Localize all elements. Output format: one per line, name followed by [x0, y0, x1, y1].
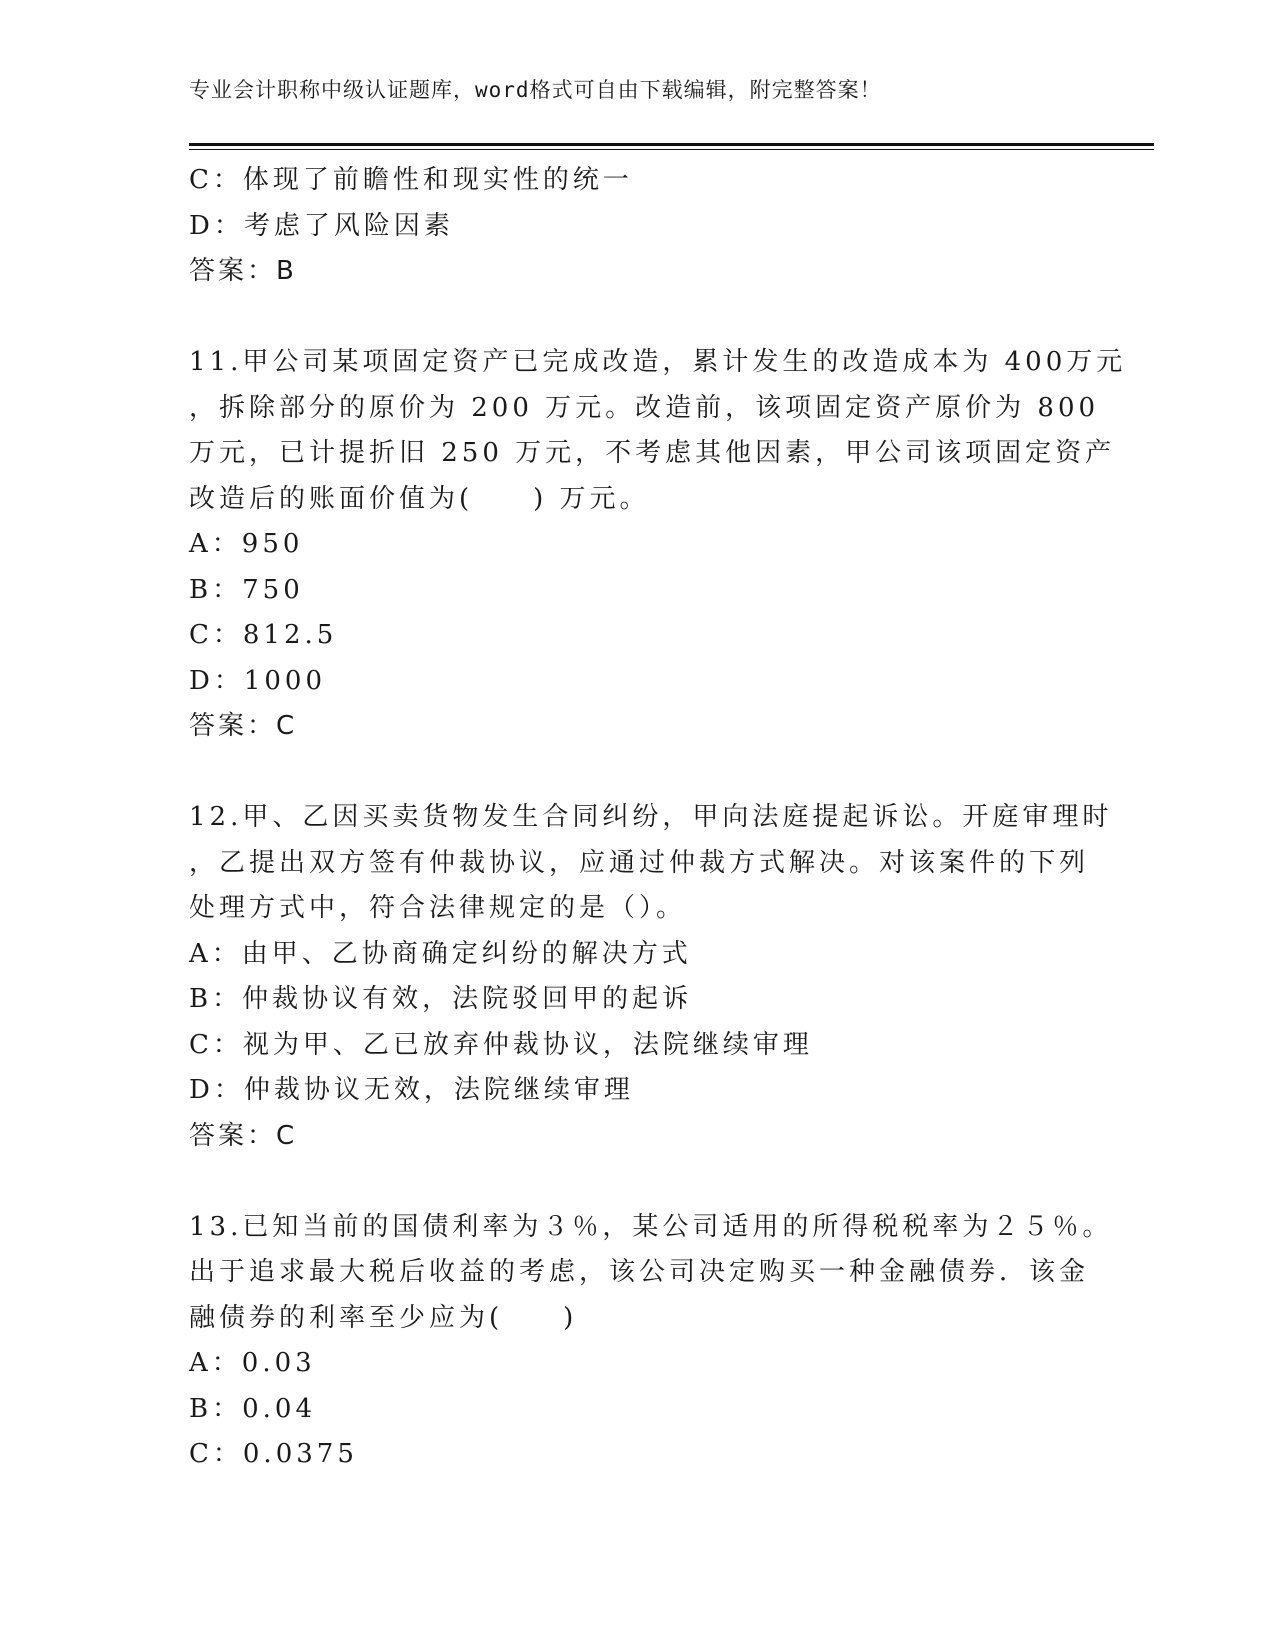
- option-b: B：750: [189, 574, 304, 605]
- question-13: [189, 1205, 1119, 1478]
- question-text-line: ，拆除部分的原价为 200 万元。改造前，该项固定资产原价为 800: [189, 392, 1100, 423]
- question-text-line: ，乙提出双方签有仲裁协议，应通过仲裁方式解决。对该案件的下列: [189, 847, 1090, 878]
- question-text-line: 出于追求最大税后收益的考虑，该公司决定购买一种金融债券．该金: [189, 1257, 1090, 1287]
- option-a: A：0.03: [189, 1348, 316, 1378]
- answer-line: 答案：C: [189, 711, 298, 741]
- option-c: C：视为甲、乙已放弃仲裁协议，法院继续审理: [189, 1029, 813, 1060]
- option-d: D：考虑了风险因素: [189, 210, 454, 241]
- option-d: D：仲裁协议无效，法院继续审理: [189, 1075, 634, 1105]
- option-c: C：812.5: [189, 620, 338, 650]
- page-header: 专业会计职称中级认证题库，word格式可自由下载编辑，附完整答案！: [189, 78, 882, 102]
- option-d: D：1000: [189, 665, 327, 696]
- header-rule-thick: [189, 143, 1154, 146]
- question-text-line: 11.甲公司某项固定资产已完成改造，累计发生的改造成本为 400万元: [189, 347, 1127, 377]
- question-11: [189, 340, 1127, 750]
- question-text-line: 融债券的利率至少应为( ): [189, 1302, 578, 1333]
- option-b: B：仲裁协议有效，法院驳回甲的起诉: [189, 984, 693, 1014]
- header-rule-thin: [189, 149, 1154, 150]
- answer-line: 答案：C: [189, 1120, 298, 1151]
- question-text-line: 13.已知当前的国债利率为３％，某公司适用的所得税税率为２５％。: [189, 1211, 1113, 1242]
- question-content: [189, 158, 1127, 1478]
- option-c: C：体现了前瞻性和现实性的统一: [189, 165, 633, 195]
- option-a: A：由甲、乙协商确定纠纷的解决方式: [189, 938, 692, 969]
- question-text-line: 12.甲、乙因买卖货物发生合同纠纷，甲向法庭提起诉讼。开庭审理时: [189, 802, 1113, 832]
- question-text-line: 处理方式中，符合法律规定的是（）。: [189, 893, 687, 923]
- question-12: [189, 795, 1119, 1159]
- question-text-line: 改造后的账面价值为( ) 万元。: [189, 483, 650, 514]
- option-a: A：950: [189, 529, 304, 559]
- option-b: B：0.04: [189, 1393, 316, 1424]
- answer-line: 答案：B: [189, 256, 297, 286]
- prev-question: [189, 158, 1119, 295]
- question-text-line: 万元，已计提折旧 250 万元，不考虑其他因素，甲公司该项固定资产: [189, 438, 1116, 468]
- option-c: C：0.0375: [189, 1439, 358, 1469]
